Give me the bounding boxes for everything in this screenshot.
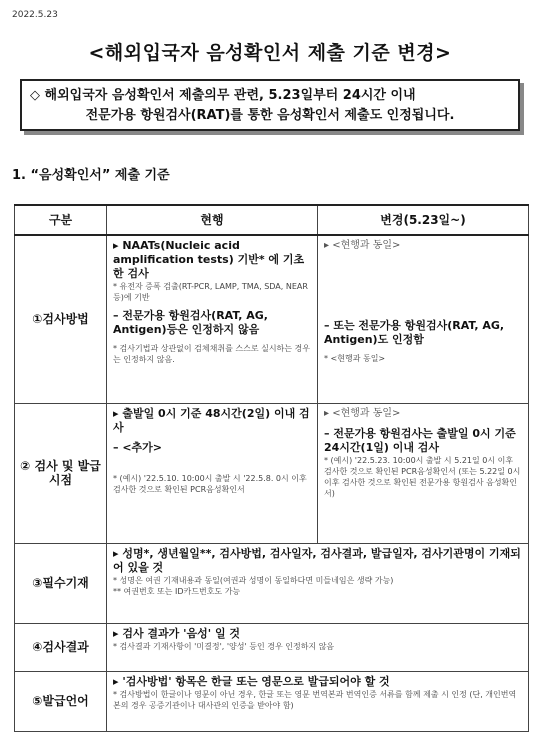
row-label: ③필수기재: [15, 543, 107, 623]
cell-text: ▸ 출발일 0시 기준 48시간(2일) 이내 검사: [113, 406, 310, 434]
notice-line-2: 전문가용 항원검사(RAT)를 통한 음성확인서 제출도 인정됩니다.: [85, 108, 455, 123]
cell-text: – 또는 전문가용 항원검사(RAT, AG, Antigen)도 인정함: [324, 319, 505, 346]
document-date: 2022.5.23: [12, 10, 58, 20]
changed-cell: [318, 403, 529, 543]
table-row: [15, 623, 529, 671]
row-label: ④검사결과: [15, 623, 107, 671]
table-row: [15, 403, 529, 543]
header-current: 현행: [107, 205, 318, 235]
cell-note: * 검사방법이 한글이나 영문이 아닌 경우, 한글 또는 영문 번역본과 번역인증 서류를 함께 제출 시 인정 (단, 개인번역본의 경우 공증기관이나 대사관의 인증을 받아야 함): [113, 689, 517, 710]
row-label: ⑤발급언어: [15, 671, 107, 731]
cell-note: * 성명은 여권 기재내용과 동일(여권과 성명이 동일하다면 미들네임은 생략 가능): [113, 575, 394, 585]
cell-note: * 검사기법과 상관없이 검체채취를 스스로 실시하는 경우는 인정하지 않음.: [113, 344, 310, 364]
cell-note: * <현행과 동일>: [324, 354, 386, 363]
cell-text: ▸ 검사 결과가 '음성' 일 것: [113, 626, 241, 640]
row-label: ② 검사 및 발급시점: [15, 403, 107, 543]
page-title: <해외입국자 음성확인서 제출 기준 변경>: [88, 42, 452, 64]
merged-cell: [107, 543, 529, 623]
cell-text: – 전문가용 항원검사는 출발일 0시 기준 24시간(1일) 이내 검사: [324, 426, 516, 454]
section-heading: 1. “음성확인서” 제출 기준: [12, 168, 170, 183]
notice-line-1: ◇ 해외입국자 음성확인서 제출의무 관련, 5.23일부터 24시간 이내: [30, 88, 416, 103]
cell-text: – <추가>: [113, 440, 163, 454]
table-header-row: [15, 205, 529, 235]
cell-note: * (예시) '22.5.10. 10:00시 출발 시 '22.5.8. 0시 이후 검사한 것으로 확인된 PCR음성확인서: [113, 473, 307, 494]
row-label: ①검사방법: [15, 235, 107, 403]
merged-cell: [107, 623, 529, 671]
cell-note: * 검사결과 기재사항이 '미결정', '양성' 등인 경우 인정하지 않음: [113, 641, 335, 651]
cell-text: – 전문가용 항원검사(RAT, AG, Antigen)등은 인정하지 않음: [113, 309, 268, 336]
table-row: [15, 235, 529, 403]
cell-note: * (예시) '22.5.23. 10:00시 출발 시 5.21일 0시 이후 검사한 것으로 확인된 PCR음성확인서 (또는 5.22일 0시 이후 검사한 것으로 확인된 전문가용 항원검사 음성확인서): [324, 455, 521, 498]
current-cell: [107, 235, 318, 403]
current-cell: [107, 403, 318, 543]
cell-text: ▸ <현행과 동일>: [324, 407, 401, 419]
cell-text: ▸ 성명*, 생년월일**, 검사방법, 검사일자, 검사결과, 발급일자, 검사기관명이 기재되어 있을 것: [113, 546, 521, 574]
header-changed: 변경(5.23일~): [318, 205, 529, 235]
cell-text: ▸ NAATs(Nucleic acid amplification tests) 기반* 에 기초한 검사: [113, 239, 305, 280]
merged-cell: [107, 671, 529, 731]
cell-text: ▸ <현행과 동일>: [324, 240, 401, 251]
header-category: 구분: [15, 205, 107, 235]
cell-text: ▸ '검사방법' 항목은 한글 또는 영문으로 발급되어야 할 것: [113, 674, 390, 688]
cell-note: ** 여권번호 또는 ID카드번호도 가능: [113, 586, 241, 596]
table-row: [15, 543, 529, 623]
cell-note: * 유전자 증폭 검출(RT-PCR, LAMP, TMA, SDA, NEAR 등)에 기반: [113, 282, 308, 302]
table-row: [15, 671, 529, 731]
changed-cell: [318, 235, 529, 403]
criteria-table: [14, 204, 529, 732]
notice-box: [20, 79, 520, 131]
